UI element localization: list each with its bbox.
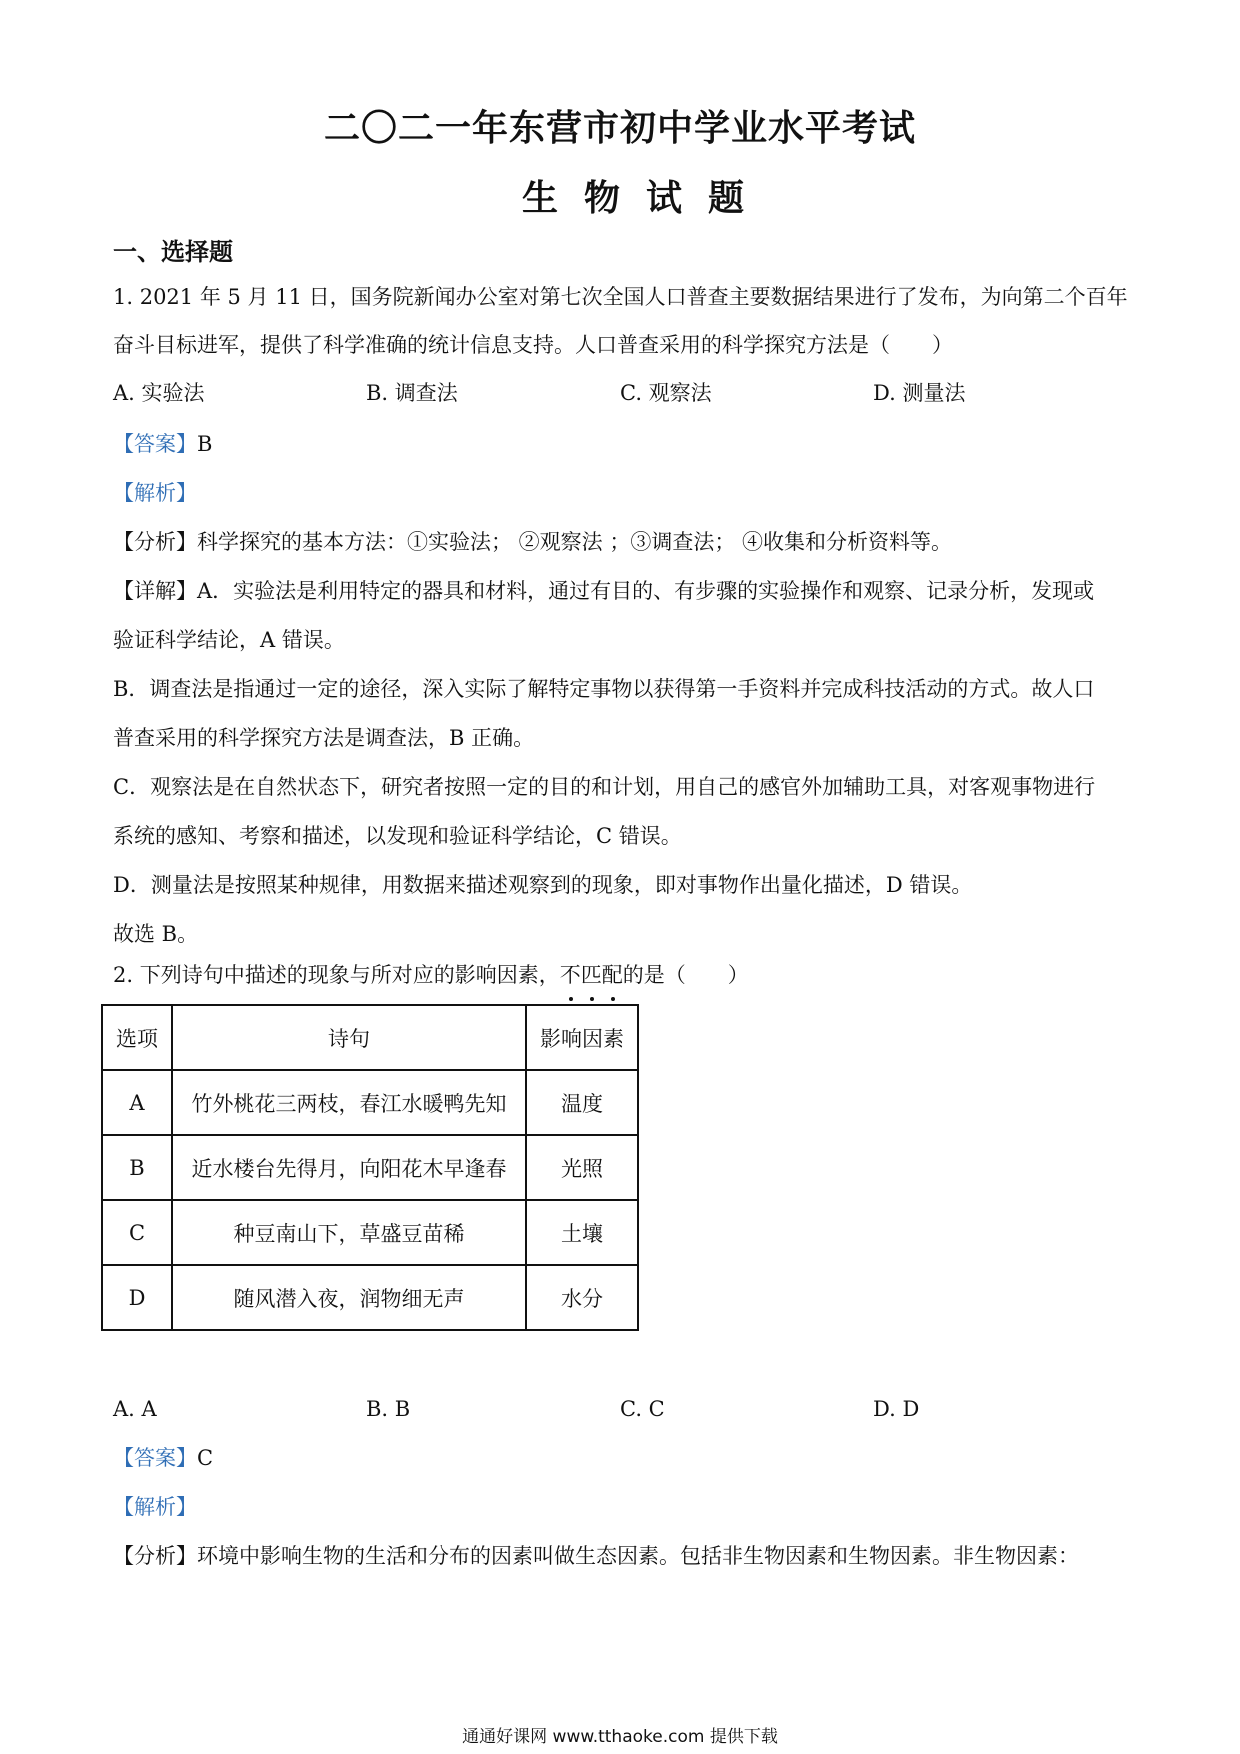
q1-option-b: B. 调查法 xyxy=(366,381,458,405)
table-row xyxy=(102,1135,638,1200)
q1-option-c: C. 观察法 xyxy=(620,381,712,405)
q2-option-b: B. B xyxy=(366,1397,411,1421)
exam-subtitle: 生物试题 xyxy=(521,178,770,219)
q2-option-d: D. D xyxy=(873,1397,920,1421)
emphasis-dot xyxy=(569,997,573,1001)
table-cell-option: A xyxy=(102,1070,172,1135)
table-cell-option: D xyxy=(102,1265,172,1330)
table-row xyxy=(102,1265,638,1330)
table-cell-factor: 土壤 xyxy=(526,1200,638,1265)
table-header-cell: 影响因素 xyxy=(526,1005,638,1070)
q1-detail-text-1: A．实验法是利用特定的器具和材料，通过有目的、有步骤的实验操作和观察、记录分析，发现或 xyxy=(197,579,1095,603)
q1-stem-line-2: 奋斗目标进军，提供了科学准确的统计信息支持。人口普查采用的科学探究方法是（ ） xyxy=(113,333,953,357)
table-cell-option: B xyxy=(102,1135,172,1200)
table-cell-factor: 温度 xyxy=(526,1070,638,1135)
q1-analysis-label: 【解析】 xyxy=(113,481,197,505)
table-header-cell: 诗句 xyxy=(172,1005,526,1070)
q1-detail-line-2: 验证科学结论，A 错误。 xyxy=(113,628,345,652)
table-header-cell: 选项 xyxy=(102,1005,172,1070)
q1-detail-line-1 xyxy=(113,576,1133,606)
table-row xyxy=(102,1200,638,1265)
q2-stem xyxy=(113,960,1133,990)
q2-stem-emph-text: 不匹配 xyxy=(559,963,623,987)
table-cell-poem: 近水楼台先得月，向阳花木早逢春 xyxy=(172,1135,526,1200)
q1-detail-line-4: 普查采用的科学探究方法是调查法，B 正确。 xyxy=(113,726,535,750)
q2-stem-before: 2. 下列诗句中描述的现象与所对应的影响因素， xyxy=(113,963,560,987)
table-cell-option: C xyxy=(102,1200,172,1265)
section-heading: 一、选择题 xyxy=(113,238,233,266)
q1-fenxi-text: 科学探究的基本方法：①实验法； ②观察法 ；③调查法； ④收集和分析资料等。 xyxy=(197,530,953,554)
q2-answer-value: C xyxy=(197,1446,214,1470)
q2-stem-emphasis xyxy=(560,963,623,987)
q2-option-c: C. C xyxy=(620,1397,665,1421)
q1-answer-value: B xyxy=(197,432,213,456)
q1-detail-line-5: C．观察法是在自然状态下，研究者按照一定的目的和计划，用自己的感官外加辅助工具，对客观事物进行 xyxy=(113,775,1096,799)
q2-stem-after: 的是（ ） xyxy=(622,963,749,987)
q1-xiangjie-label: 【详解】 xyxy=(113,579,197,603)
q1-detail-line-6: 系统的感知、考察和描述，以发现和验证科学结论，C 错误。 xyxy=(113,824,682,848)
q1-detail-line-3: B．调查法是指通过一定的途径，深入实际了解特定事物以获得第一手资料并完成科技活动的方式。故人口 xyxy=(113,677,1095,701)
q2-table xyxy=(101,1004,639,1331)
q2-option-a: A. A xyxy=(113,1397,157,1421)
q1-stem-line-1: 1. 2021 年 5 月 11 日，国务院新闻办公室对第七次全国人口普查主要数据结果进行了发布，为向第二个百年 xyxy=(113,285,1128,309)
q2-answer xyxy=(113,1443,1133,1473)
emphasis-dot xyxy=(590,997,594,1001)
q2-answer-label: 【答案】 xyxy=(113,1446,197,1470)
table-header-row xyxy=(102,1005,638,1070)
q2-fenxi xyxy=(113,1541,1133,1571)
table-row xyxy=(102,1070,638,1135)
table-cell-factor: 光照 xyxy=(526,1135,638,1200)
q1-option-d: D. 测量法 xyxy=(873,381,966,405)
table-cell-factor: 水分 xyxy=(526,1265,638,1330)
q1-conclusion: 故选 B。 xyxy=(113,922,199,946)
table-cell-poem: 种豆南山下，草盛豆苗稀 xyxy=(172,1200,526,1265)
q1-answer xyxy=(113,429,1133,459)
q1-option-a: A. 实验法 xyxy=(113,381,205,405)
table-cell-poem: 竹外桃花三两枝，春江水暖鸭先知 xyxy=(172,1070,526,1135)
table-cell-poem: 随风潜入夜，润物细无声 xyxy=(172,1265,526,1330)
q2-fenxi-label: 【分析】 xyxy=(113,1544,197,1568)
q2-fenxi-text: 环境中影响生物的生活和分布的因素叫做生态因素。包括非生物因素和生物因素。非生物因素： xyxy=(197,1544,1079,1568)
q1-fenxi-label: 【分析】 xyxy=(113,530,197,554)
q1-detail-line-7: D．测量法是按照某种规律，用数据来描述观察到的现象，即对事物作出量化描述，D 错误。 xyxy=(113,873,973,897)
q1-answer-label: 【答案】 xyxy=(113,432,197,456)
exam-title: 二〇二一年东营市初中学业水平考试 xyxy=(323,108,916,149)
footer-text: 通通好课网 www.tthaoke.com 提供下载 xyxy=(462,1727,778,1747)
emphasis-dot xyxy=(611,997,615,1001)
q2-analysis-label: 【解析】 xyxy=(113,1495,197,1519)
q1-fenxi xyxy=(113,527,1133,557)
